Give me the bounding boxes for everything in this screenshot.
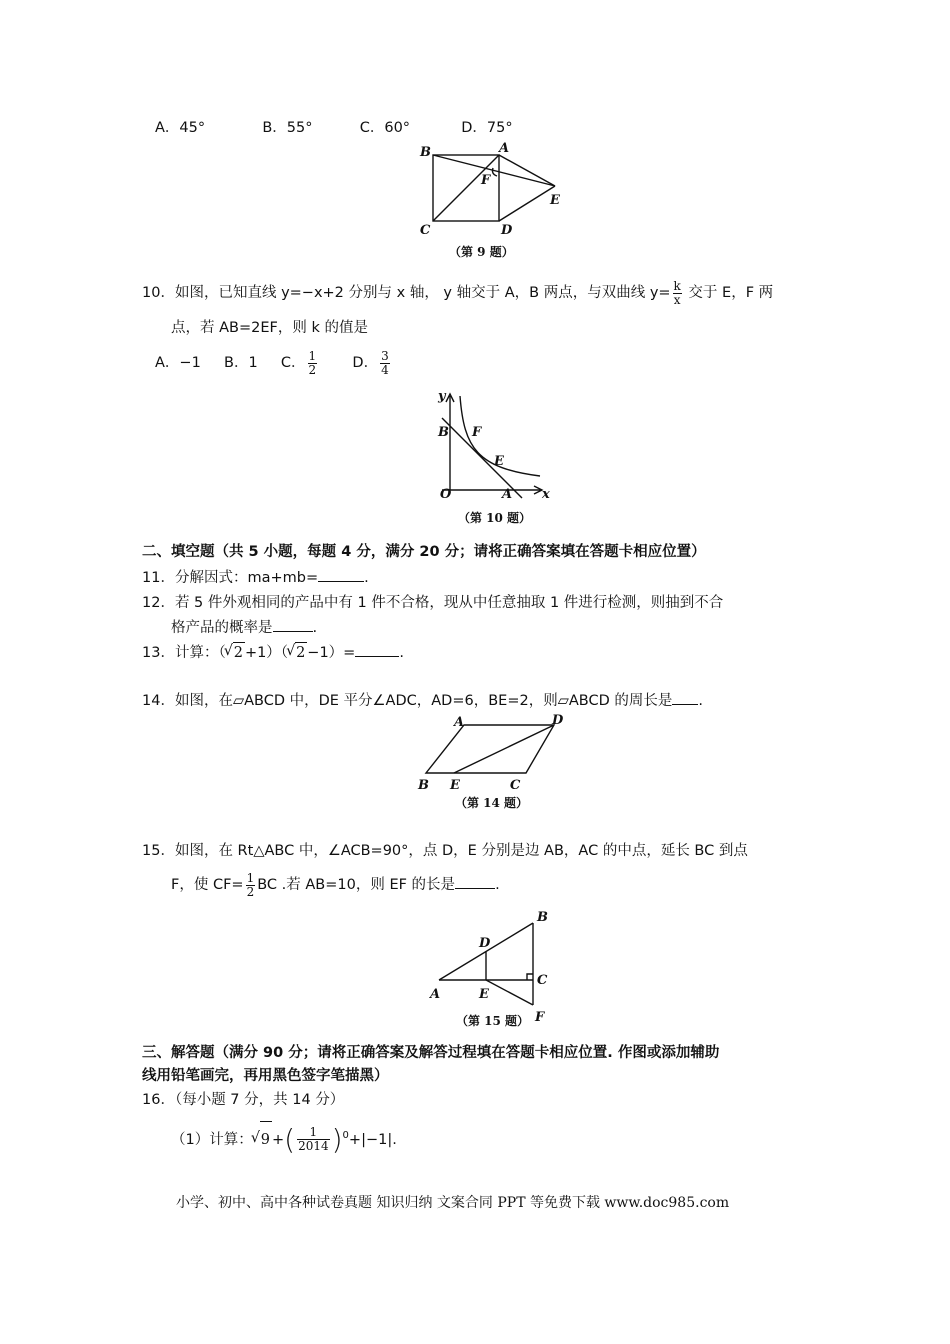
q16-plus: +: [271, 1131, 285, 1148]
q16-title: 16．（每小题 7 分，共 14 分）: [142, 1092, 345, 1108]
q9-caption: （第 9 题）: [449, 245, 514, 259]
q10-label-y: y: [438, 389, 446, 404]
q9-label-a: A: [499, 141, 510, 156]
q11: 11．分解因式：ma+mb= .: [142, 567, 369, 588]
q16-exponent: 0: [342, 1130, 349, 1141]
q14-blank: [672, 690, 698, 705]
q15-caption: （第 15 题）: [456, 1014, 530, 1028]
q9-label-b: B: [420, 145, 431, 160]
q10-label-f: F: [472, 425, 482, 440]
q10-line: [442, 418, 522, 498]
q10-label-o: O: [440, 487, 452, 502]
q14-text: 14．如图，在▱ABCD 中，DE 平分∠ADC，AD=6，BE=2，则▱ABCD 的周长是: [142, 693, 673, 709]
q9-line-de: [499, 186, 555, 221]
q10-option-d-den: 4: [381, 362, 389, 377]
q15-label-d: D: [479, 936, 491, 951]
q9-option-b: B．55°: [262, 120, 313, 136]
q14-label-c: C: [510, 778, 521, 793]
q10-hyper-den: x: [673, 292, 681, 307]
q15-text-b: BC .若 AB=10，则 EF 的长是: [257, 877, 456, 893]
q15-frac-den: 2: [246, 884, 255, 899]
q10-label-a: A: [502, 487, 513, 502]
q9-label-f: F: [481, 173, 491, 188]
q12-blank: [273, 617, 313, 632]
q14-figure: [412, 712, 572, 794]
q14-label-d: D: [552, 713, 564, 728]
q10-options: [155, 348, 392, 378]
q10-option-c: C．: [280, 355, 306, 371]
q9-label-e: E: [550, 193, 560, 208]
q13: 13．计算：（√ 2 +1）（√ 2 −1）= .: [142, 642, 404, 663]
q10-text-b: 分别与 x 轴， y 轴交于 A，B 两点，与双曲线: [343, 285, 650, 301]
q15-line1: 15．如图，在 Rt△ABC 中，∠ACB=90°，点 D，E 分别是边 AB，AC 的中点，延长 BC 到点: [142, 843, 748, 859]
q11-blank: [318, 567, 364, 582]
q15-line2: F，使 CF= $\frac{1}{2}$ BC .若 AB=10，则 EF 的长是 .: [171, 870, 500, 899]
q16-frac-den: 2014: [298, 1139, 329, 1154]
q14-parallelogram: [426, 725, 554, 773]
q10-label-b: B: [438, 425, 449, 440]
q10-equation: y=−x+2: [281, 285, 344, 301]
q15-figure: [425, 905, 565, 1025]
q15-label-b: B: [537, 910, 548, 925]
q16-part1: [171, 1118, 397, 1158]
q14-label-e: E: [450, 778, 460, 793]
q16-right-paren: ): [331, 1122, 343, 1156]
q9-label-c: C: [420, 223, 431, 238]
q15-label-e: E: [479, 987, 489, 1002]
q15-text-a: F，使 CF=: [171, 877, 244, 893]
q15-label-c: C: [537, 973, 548, 988]
q15-blank: [455, 874, 495, 889]
q14-caption: （第 14 题）: [455, 796, 529, 810]
q9-line-ae: [499, 155, 555, 186]
q10-text-c: 交于 E，F 两: [683, 285, 774, 301]
q9-option-a: A．45°: [155, 120, 206, 136]
q9-option-c: C．60°: [359, 120, 411, 136]
q15-fraction: [246, 872, 256, 899]
section-3-line2: 线用铅笔画完，再用黑色签字笔描黑）: [142, 1068, 389, 1084]
q11-text: 11．分解因式：ma+mb=: [142, 570, 319, 586]
q10-option-b: B．1: [224, 355, 258, 371]
q10-option-c-den: 2: [308, 362, 317, 377]
q14-line-de: [454, 725, 554, 773]
q15-right-angle: [527, 974, 533, 980]
q10-option-d-num: 3: [381, 348, 389, 363]
q10-figure: [432, 388, 562, 503]
q13-sqrt-1: √ 2: [233, 642, 245, 663]
q10-caption: （第 10 题）: [458, 511, 532, 525]
q10-option-c-frac: [308, 350, 318, 377]
q10-option-a: A．−1: [155, 355, 201, 371]
page-footer: 小学、初中、高中各种试卷真题 知识归纳 文案合同 PPT 等免费下载 www.doc985.com: [176, 1195, 730, 1211]
q10-text-a: 10．如图，已知直线: [142, 285, 282, 301]
q14: 14．如图，在▱ABCD 中，DE 平分∠ADC，AD=6，BE=2，则▱ABCD 的周长是 .: [142, 690, 703, 711]
q12-text: 格产品的概率是: [171, 620, 273, 636]
q15-label-f: F: [535, 1010, 545, 1025]
q9-option-d: D．75°: [461, 120, 513, 136]
q15-label-a: A: [430, 987, 441, 1002]
q9-angle-mark: [493, 168, 498, 176]
q9-figure: [415, 138, 575, 238]
q10-line2: 点，若 AB=2EF，则 k 的值是: [171, 320, 368, 336]
q16-fraction: [297, 1126, 330, 1153]
q16-tail: +|−1|.: [348, 1131, 397, 1148]
section-2-title: 二、填空题（共 5 小题，每题 4 分，满分 20 分；请将正确答案填在答题卡相应位置）: [142, 544, 706, 560]
q10-option-d-frac: [380, 350, 390, 377]
q16-left-paren: (: [284, 1122, 296, 1156]
q10-hyper-y: y=: [649, 285, 671, 301]
q16-sqrt: √ 9: [260, 1121, 272, 1158]
q9-diagonal-ca: [433, 155, 499, 221]
q10-hyper-num: k: [673, 278, 681, 293]
q10-option-d: D．: [352, 355, 379, 371]
q14-label-b: B: [418, 778, 429, 793]
q9-options: [155, 118, 513, 138]
q9-label-d: D: [501, 223, 513, 238]
q13-text-b: +1）（: [244, 645, 289, 661]
q15-line-ef: [486, 980, 533, 1005]
q10-label-x: x: [542, 487, 550, 502]
q14-label-a: A: [454, 715, 465, 730]
q13-sqrt-2: √ 2: [295, 642, 307, 663]
q12-line1: 12．若 5 件外观相同的产品中有 1 件不合格，现从中任意抽取 1 件进行检测，则抽到不合: [142, 595, 724, 611]
q12-line2: 格产品的概率是 .: [171, 617, 317, 638]
q15-frac-num: 1: [246, 870, 255, 885]
q16-part1-label: （1）计算：: [171, 1131, 253, 1148]
q10-label-e: E: [494, 454, 504, 469]
q10-line1: [142, 278, 773, 308]
q13-blank: [355, 642, 399, 657]
q10-hyper-fraction: [673, 280, 682, 307]
q13-text-c: −1）=: [307, 645, 356, 661]
q10-option-c-num: 1: [308, 348, 317, 363]
q16-frac-num: 1: [297, 1126, 330, 1140]
q13-text-a: 13．计算：（: [142, 645, 226, 661]
section-3-line1: 三、解答题（满分 90 分；请将正确答案及解答过程填在答题卡相应位置. 作图或添加辅助: [142, 1045, 720, 1061]
